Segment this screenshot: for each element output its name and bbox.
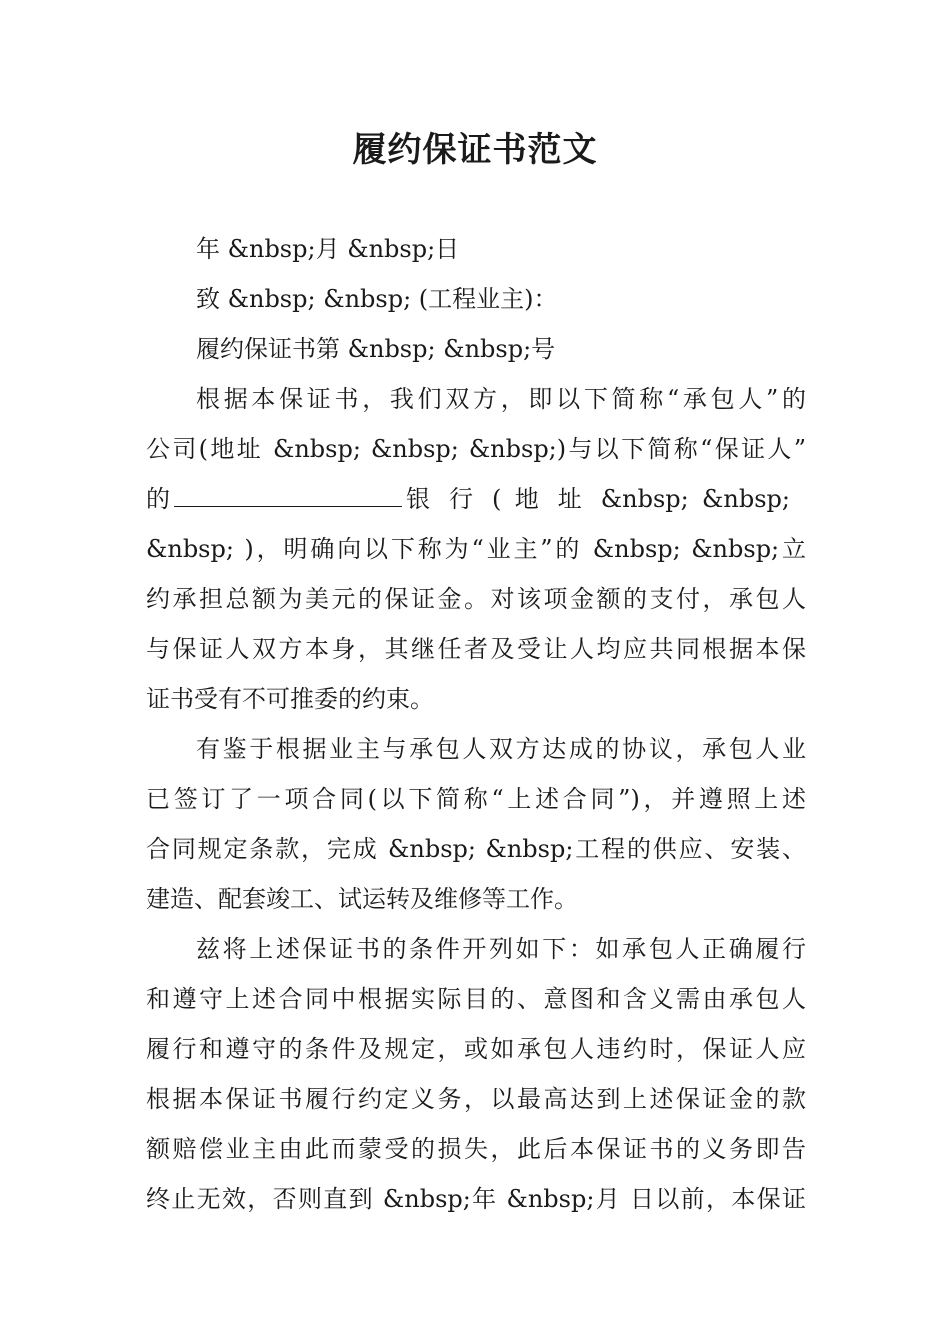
paragraph-3-line-5: 额赔偿业主由此而蒙受的损失，此后本保证书的义务即告 [146,1135,806,1163]
guarantor-bank-blank [174,484,402,507]
paragraph-2-line-1: 有鉴于根据业主与承包人双方达成的协议，承包人业 [196,735,806,763]
paragraph-2-line-4: 建造、配套竣工、试运转及维修等工作。 [146,885,578,913]
paragraph-1-line-3-end: 银 行 ( 地 址 &nbsp; &nbsp; [406,485,790,513]
date-line: 年 &nbsp;月 &nbsp;日 [196,235,460,263]
paragraph-2-line-2: 已签订了一项合同(以下简称“上述合同”)，并遵照上述 [146,785,806,813]
bond-number-line: 履约保证书第 &nbsp; &nbsp;号 [196,335,556,363]
document-title: 履约保证书范文 [352,130,598,170]
paragraph-1-line-2: 公司(地址 &nbsp; &nbsp; &nbsp;)与以下简称“保证人” [146,435,806,463]
paragraph-3-line-3: 履行和遵守的条件及规定，或如承包人违约时，保证人应 [146,1035,806,1063]
paragraph-1-line-4: &nbsp; )，明确向以下称为“业主”的 &nbsp; &nbsp;立 [146,535,806,563]
paragraph-1-line-3 [146,474,806,524]
paragraph-1-line-1: 根据本保证书，我们双方，即以下简称“承包人”的 [196,385,806,413]
paragraph-1-line-7: 证书受有不可推委的约束。 [146,685,434,713]
paragraph-2-line-3: 合同规定条款，完成 &nbsp; &nbsp;工程的供应、安装、 [146,835,806,863]
recipient-line: 致 &nbsp; &nbsp; (工程业主)： [196,285,558,313]
paragraph-1-line-5: 约承担总额为美元的保证金。对该项金额的支付，承包人 [146,585,806,613]
paragraph-1-line-3-start: 的 [146,485,170,513]
paragraph-3-line-6: 终止无效，否则直到 &nbsp;年 &nbsp;月 日以前，本保证 [146,1185,806,1213]
paragraph-3-line-4: 根据本保证书履行约定义务，以最高达到上述保证金的款 [146,1085,806,1113]
paragraph-3-line-2: 和遵守上述合同中根据实际目的、意图和含义需由承包人 [146,985,806,1013]
paragraph-1-line-6: 与保证人双方本身，其继任者及受让人均应共同根据本保 [146,635,806,663]
paragraph-3-line-1: 兹将上述保证书的条件开列如下：如承包人正确履行 [196,935,806,963]
